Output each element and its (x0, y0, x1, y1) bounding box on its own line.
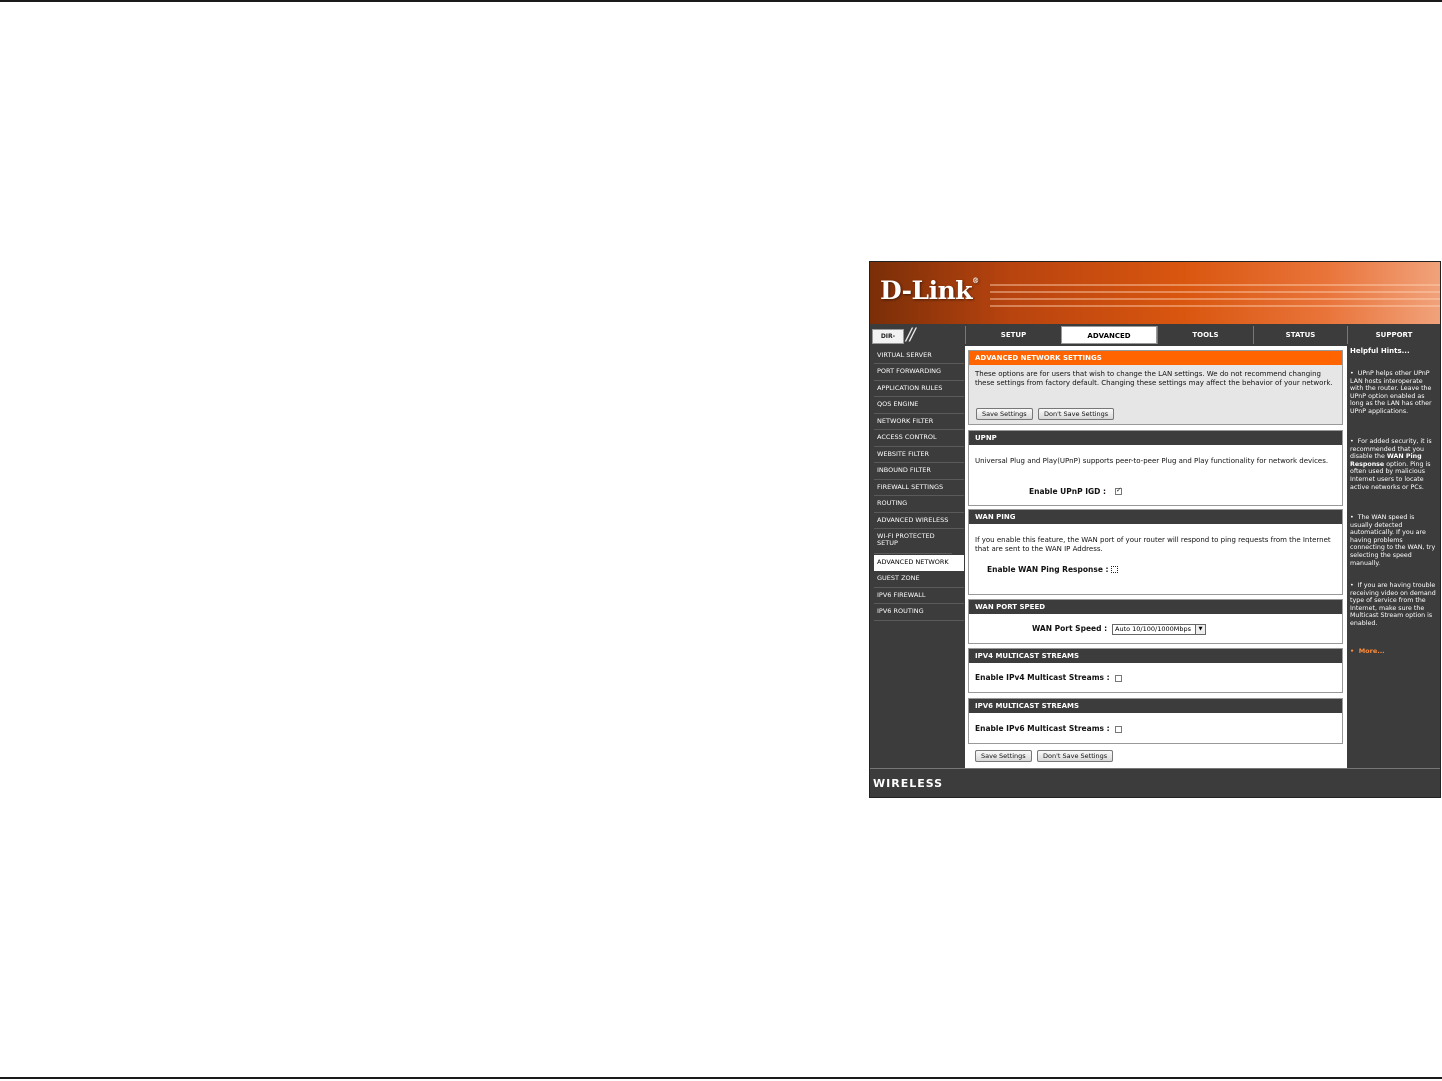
sidebar-item-ipv6-firewall[interactable]: IPV6 FIREWALL (874, 588, 964, 604)
wan-ping-description: If you enable this feature, the WAN port of your router will respond to ping requests from the Internet that are sent to the WAN IP Address. (975, 536, 1331, 553)
wan-port-speed-value: Auto 10/100/1000Mbps (1115, 625, 1192, 633)
intro-text: These options are for users that wish to change the LAN settings. We do not recommend changing these settings from factory default. Changing these settings may affect the behavior of your network. (975, 370, 1333, 387)
hint-multicast: • If you are having trouble receiving video on demand type of service from the Internet, make sure the Multicast Stream option is enabled. (1350, 582, 1436, 627)
ipv6-multicast-checkbox[interactable] (1115, 726, 1122, 733)
main-content (965, 346, 1347, 768)
model-badge: DIR- (872, 329, 904, 344)
wan-ping-section (968, 509, 1343, 595)
wan-ping-checkbox[interactable] (1111, 566, 1118, 573)
tab-advanced[interactable]: ADVANCED (1061, 326, 1157, 344)
router-admin-screenshot (869, 261, 1441, 798)
upnp-checkbox[interactable] (1115, 488, 1122, 495)
upnp-label: Enable UPnP IGD : (1029, 487, 1106, 496)
header-banner (870, 262, 1440, 324)
bottom-save-settings-button[interactable]: Save Settings (975, 750, 1032, 762)
sidebar-item-advanced-network[interactable]: ADVANCED NETWORK (874, 555, 964, 571)
ipv4-multicast-label: Enable IPv4 Multicast Streams : (975, 673, 1110, 682)
sidebar-menu (870, 346, 965, 768)
ipv6-multicast-title: IPV6 MULTICAST STREAMS (969, 699, 1342, 713)
ipv4-multicast-title: IPV4 MULTICAST STREAMS (969, 649, 1342, 663)
hint-wan-ping: • For added security, it is recommended that you disable the WAN Ping Response option. Ping is often used by malicious Internet users to locate active networks or PCs. (1350, 438, 1432, 491)
wan-ping-title: WAN PING (969, 510, 1342, 524)
wan-port-speed-label: WAN Port Speed : (1032, 624, 1108, 633)
tab-status[interactable]: STATUS (1253, 326, 1347, 344)
upnp-description: Universal Plug and Play(UPnP) supports peer-to-peer Plug and Play functionality for network devices. (975, 457, 1329, 465)
sidebar-item-port-forwarding[interactable]: PORT FORWARDING (874, 364, 964, 381)
bottom-dont-save-settings-button[interactable]: Don't Save Settings (1037, 750, 1113, 762)
chevron-down-icon: ▼ (1195, 625, 1205, 634)
wan-port-speed-section (968, 599, 1343, 644)
bottom-rule (0, 1077, 1442, 1079)
footer-bar (870, 768, 1440, 798)
tab-support[interactable]: SUPPORT (1347, 326, 1440, 344)
more-link[interactable]: • More... (1350, 647, 1385, 655)
dlink-logo: D-Link® (880, 276, 979, 305)
ipv6-multicast-section (968, 698, 1343, 744)
sidebar-item-guest-zone[interactable]: GUEST ZONE (874, 571, 964, 588)
sidebar-item-website-filter[interactable]: WEBSITE FILTER (874, 447, 964, 463)
advanced-network-settings-panel (968, 350, 1343, 425)
sidebar-item-advanced-wireless[interactable]: ADVANCED WIRELESS (874, 513, 964, 529)
dont-save-settings-button[interactable]: Don't Save Settings (1038, 408, 1114, 420)
helpful-hints-panel (1347, 346, 1440, 768)
wan-port-speed-title: WAN PORT SPEED (969, 600, 1342, 614)
sidebar-item-network-filter[interactable]: NETWORK FILTER (874, 414, 964, 430)
wan-port-speed-select[interactable] (1112, 624, 1206, 635)
sidebar-item-routing[interactable]: ROUTING (874, 496, 964, 513)
hint-wan-speed: • The WAN speed is usually detected automatically. If you are having problems connecting to the WAN, try selecting the speed manually. (1350, 514, 1436, 567)
ipv4-multicast-section (968, 648, 1343, 693)
sidebar-item-virtual-server[interactable]: VIRTUAL SERVER (874, 348, 964, 364)
sidebar-item-firewall-settings[interactable]: FIREWALL SETTINGS (874, 480, 964, 496)
save-settings-button[interactable]: Save Settings (976, 408, 1033, 420)
hints-title: Helpful Hints... (1350, 347, 1410, 355)
sidebar-item-access-control[interactable]: ACCESS CONTROL (874, 430, 964, 447)
sidebar-item-application-rules[interactable]: APPLICATION RULES (874, 381, 964, 397)
tab-setup[interactable]: SETUP (965, 326, 1061, 344)
sidebar-item-ipv6-routing[interactable]: IPV6 ROUTING (874, 604, 964, 621)
tab-tools[interactable]: TOOLS (1157, 326, 1253, 344)
sidebar-item-qos-engine[interactable]: QOS ENGINE (874, 397, 964, 414)
hint-upnp: • UPnP helps other UPnP LAN hosts interoperate with the router. Leave the UPnP option enabled as long as the LAN has other UPnP applications. (1350, 370, 1432, 415)
upnp-title: UPNP (969, 431, 1342, 445)
ipv4-multicast-checkbox[interactable] (1115, 675, 1122, 682)
wireless-label: WIRELESS (873, 777, 944, 790)
wan-ping-label: Enable WAN Ping Response : (987, 565, 1109, 574)
top-navigation (870, 324, 1440, 346)
top-rule (0, 0, 1442, 2)
ipv6-multicast-label: Enable IPv6 Multicast Streams : (975, 724, 1110, 733)
slash-divider-icon: // (906, 325, 914, 345)
sidebar-item-wifi-protected-setup[interactable]: WI-FI PROTECTED SETUP (874, 529, 952, 554)
panel-title: ADVANCED NETWORK SETTINGS (969, 351, 1342, 365)
sidebar-item-inbound-filter[interactable]: INBOUND FILTER (874, 463, 964, 480)
upnp-section (968, 430, 1343, 506)
